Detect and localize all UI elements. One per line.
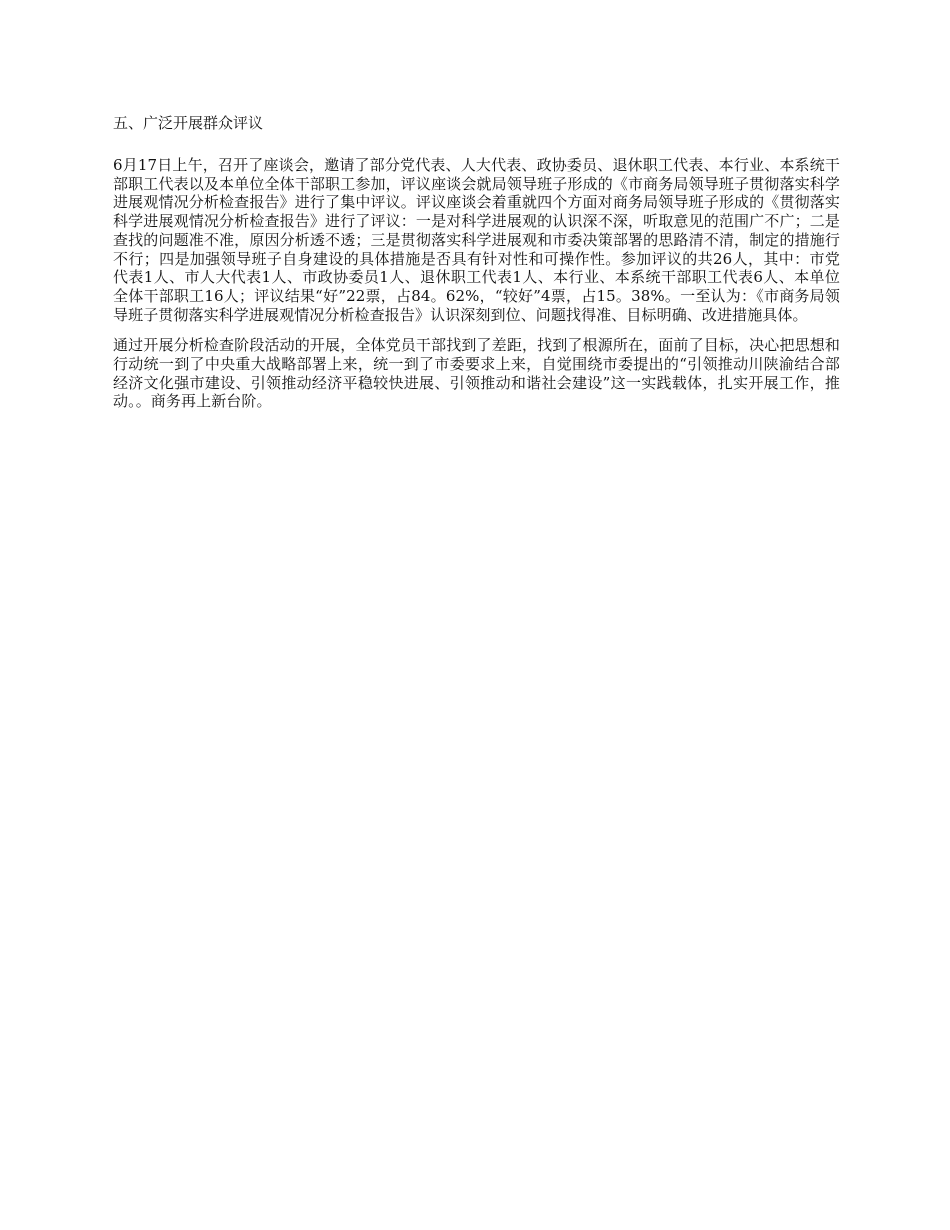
document-body [113, 112, 840, 423]
section-heading: 五、广泛开展群众评议 [113, 114, 264, 132]
paragraph-conclusion: 通过开展分析检查阶段活动的开展，全体党员干部找到了差距，找到了根源所在，面前了目标，决心把思想和行动统一到了中央重大战略部署上来，统一到了市委要求上来，自觉围绕市委提出的“引领推动川陕渝结合部经济文化强市建设、引领推动经济平稳较快进展、引领推动和谐社会建设”这一实践载体，扎实开展工作，推动。。商务再上新台阶。 [113, 336, 840, 411]
paragraph-evaluation-meeting: 6月17日上午，召开了座谈会，邀请了部分党代表、人大代表、政协委员、退休职工代表、本行业、本系统干部职工代表以及本单位全体干部职工参加，评议座谈会就局领导班子形成的《市商务局领导班子贯彻落实科学进展观情况分析检查报告》进行了集中评议。评议座谈会着重就四个方面对商务局领导班子形成的《贯彻落实科学进展观情况分析检查报告》进行了评议：一是对科学进展观的认识深不深，听取意见的范围广不广；二是查找的问题准不准，原因分析透不透；三是贯彻落实科学进展观和市委决策部署的思路清不清，制定的措施行不行；四是加强领导班子自身建设的具体措施是否具有针对性和可操作性。参加评议的共26人，其中：市党代表1人、市人大代表1人、市政协委员1人、退休职工代表1人、本行业、本系统干部职工代表6人、本单位全体干部职工16人；评议结果“好”22票，占84。62%，“较好”4票，占15。38%。一至认为：《市商务局领导班子贯彻落实科学进展观情况分析检查报告》认识深刻到位、问题找得准、目标明确、改进措施具体。 [113, 156, 840, 324]
